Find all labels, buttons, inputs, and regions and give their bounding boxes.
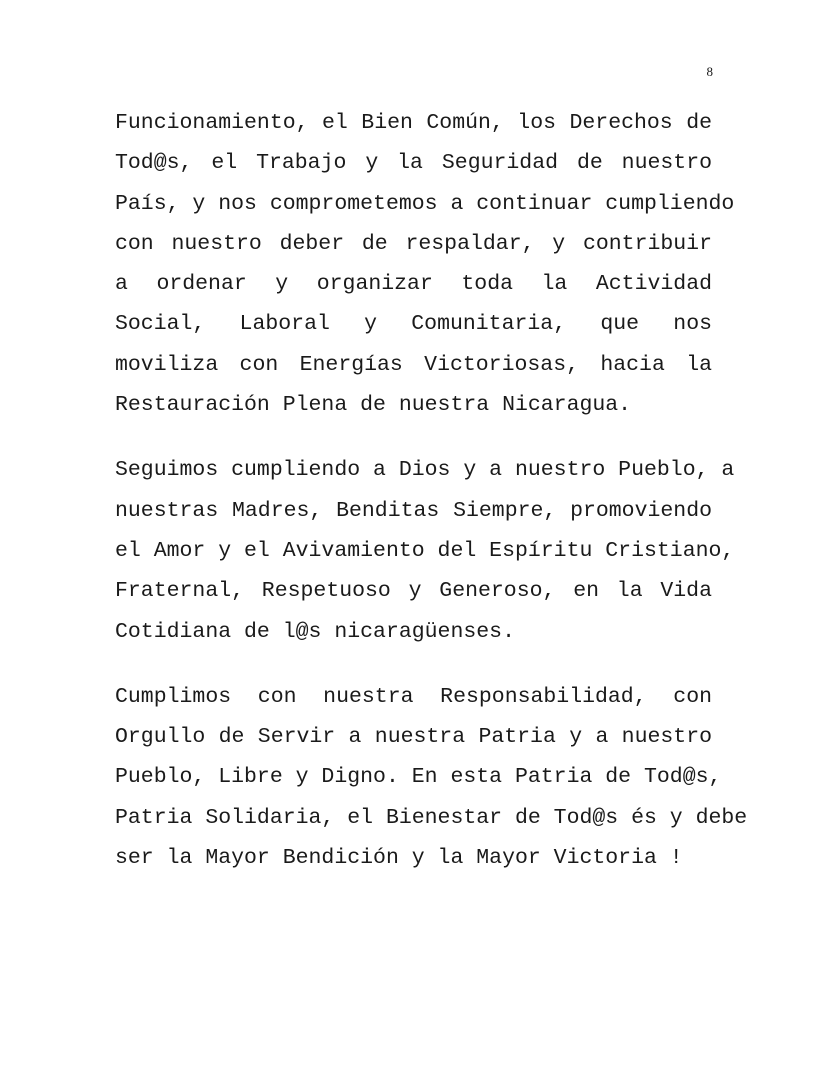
text-line: Social, Laboral y Comunitaria, que nos xyxy=(115,312,712,337)
paragraph-1 xyxy=(115,103,735,425)
text-line: a ordenar y organizar toda la Actividad xyxy=(115,272,712,297)
paragraph-3 xyxy=(115,677,748,878)
text-line: Patria Solidaria, el Bienestar de Tod@s és y debe xyxy=(115,805,748,830)
document-body xyxy=(115,103,748,903)
text-line: Cotidiana de l@s nicaragüenses. xyxy=(115,619,515,644)
text-line: Orgullo de Servir a nuestra Patria y a nuestro xyxy=(115,725,712,750)
text-line: Pueblo, Libre y Digno. En esta Patria de Tod@s, xyxy=(115,765,722,790)
text-line: Restauración Plena de nuestra Nicaragua. xyxy=(115,393,632,418)
text-line: ser la Mayor Bendición y la Mayor Victoria ! xyxy=(115,846,683,871)
text-line: País, y nos comprometemos a continuar cumpliendo xyxy=(115,191,735,216)
text-line: Seguimos cumpliendo a Dios y a nuestro Pueblo, a xyxy=(115,458,735,483)
text-line: Tod@s, el Trabajo y la Seguridad de nuestro xyxy=(115,151,712,176)
text-line: el Amor y el Avivamiento del Espíritu Cristiano, xyxy=(115,538,735,563)
text-line: con nuestro deber de respaldar, y contribuir xyxy=(115,231,712,256)
paragraph-2 xyxy=(115,450,735,651)
text-line: Funcionamiento, el Bien Común, los Derechos de xyxy=(115,111,712,135)
text-line: Fraternal, Respetuoso y Generoso, en la Vida xyxy=(115,579,712,604)
text-line: Cumplimos con nuestra Responsabilidad, con xyxy=(115,684,712,709)
text-line: moviliza con Energías Victoriosas, hacia la xyxy=(115,352,712,377)
page-number: 8 xyxy=(706,64,713,79)
text-line: nuestras Madres, Benditas Siempre, promoviendo xyxy=(115,498,712,523)
